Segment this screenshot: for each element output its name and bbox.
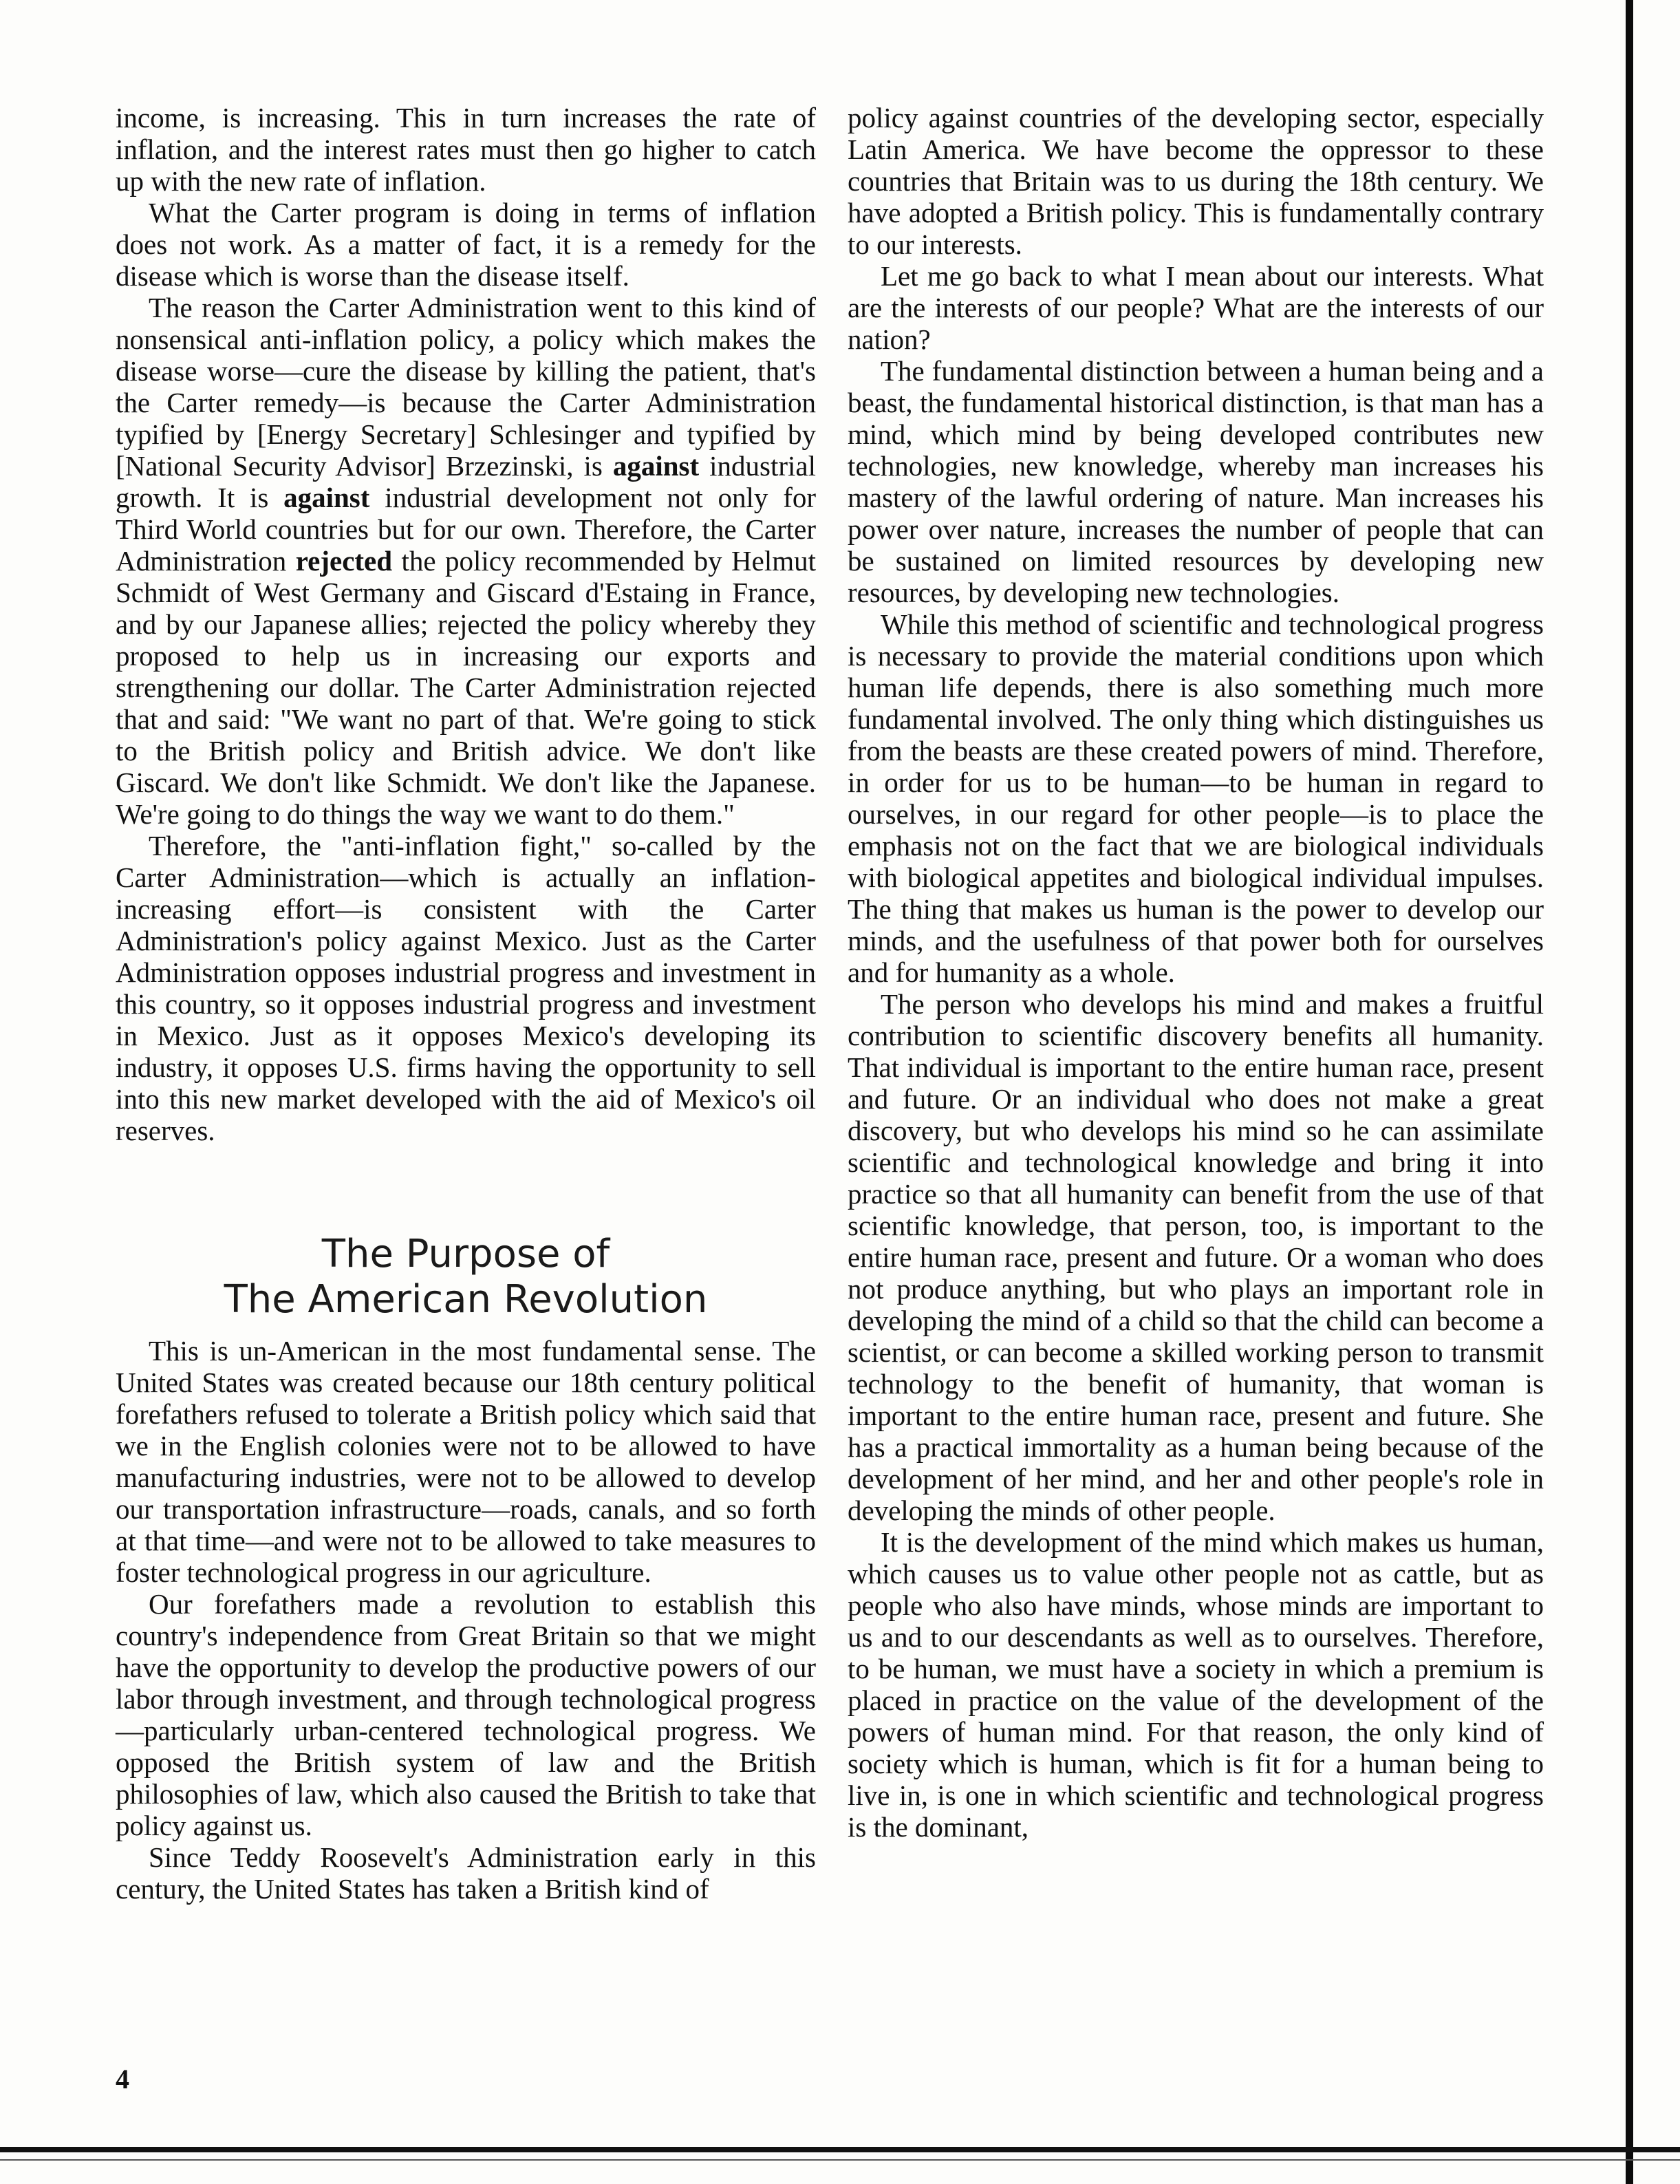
paragraph: Since Teddy Roosevelt's Administration early in this century, the United States has taken a British kind of <box>116 1841 816 1905</box>
emphasis-text: against <box>283 482 370 513</box>
paragraph: While this method of scientific and technological progress is necessary to provide the material conditions upon which human life depends, there is also something much more fundamental involved. The only thing which distinguishes us from the beasts are these created powers of mind. Therefore, in order for us to be human—to be human in regard to ourselves, in our regard for other people—is to place the emphasis not on the fact that we are biological individuals with biological appetites and biological individual impulses. The thing that makes us human is the power to develop our minds, and the usefulness of that power both for ourselves and for humanity as a whole. <box>848 608 1544 988</box>
emphasis-text: rejected <box>295 545 393 577</box>
section-heading-line-1: The Purpose of <box>321 1232 610 1276</box>
paragraph: policy against countries of the developing sector, especially Latin America. We have become the oppressor to these countries that Britain was to us during the 18th century. We have adopted a British policy. This is fundamentally contrary to our interests. <box>848 102 1544 260</box>
paragraph: This is un-American in the most fundamental sense. The United States was created because our 18th century political forefathers refused to tolerate a British policy which said that we in the English colonies were not to be allowed to have manufacturing industries, were not to be allowed to develop our transportation infrastructure—roads, canals, and so forth at that time—and were not to be allowed to take measures to foster technological progress in our agriculture. <box>116 1335 816 1588</box>
paragraph-text: the policy recommended by Helmut Schmidt of West Germany and Giscard d'Estaing in France, and by our Japanese allies; rejected the policy whereby they proposed to help us in increasing our exports and strengthening our dollar. The Carter Administration rejected that and said: "We want no part of that. We're going to stick to the British policy and British advice. We don't like Giscard. We don't like Schmidt. We don't like the Japanese. We're going to do things the way we want to do them." <box>116 545 816 830</box>
paragraph-text: The reason the Carter Administration went to this kind of nonsensical anti-inflation policy, a policy which makes the disease worse—cure the disease by killing the patient, that's the Carter remedy—is because the Carter Administration typified by [Energy Secretary] Schlesinger and typified by [National Security Advisor] Brzezinski, is <box>116 292 816 482</box>
emphasis-text: against <box>612 450 700 482</box>
paragraph: Our forefathers made a revolution to establish this country's independence from Great Britain so that we might have the opportunity to develop the productive powers of our labor through investment, and through technological progress—particularly urban-centered technological progress. We opposed the British system of law and the British philosophies of law, which also caused the British to take that policy against us. <box>116 1588 816 1841</box>
paragraph: What the Carter program is doing in terms of inflation does not work. As a matter of fact, it is a remedy for the disease which is worse than the disease itself. <box>116 197 816 292</box>
bottom-rule-thin <box>0 2159 1680 2161</box>
bottom-rule <box>0 2147 1680 2152</box>
section-heading <box>116 1232 816 1323</box>
paragraph-text: industrial growth. It is <box>116 450 816 513</box>
paragraph-text: industrial development not only for Third World countries but for our own. Therefore, the Carter Administration <box>116 482 816 577</box>
paragraph: The fundamental distinction between a human being and a beast, the fundamental historical distinction, is that man has a mind, which mind by being developed contributes new technologies, new knowledge, whereby man increases his mastery of the lawful ordering of nature. Man increases his power over nature, increases the number of people that can be sustained on limited resources by developing new resources, by developing new technologies. <box>848 355 1544 608</box>
paragraph: It is the development of the mind which makes us human, which causes us to value other people not as cattle, but as people who also have minds, whose minds are important to us and to our descendants as well as to ourselves. Therefore, to be human, we must have a society in which a premium is placed in practice on the value of the development of the powers of human mind. For that reason, the only kind of society which is human, which is fit for a human being to live in, is one in which scientific and technological progress is the dominant, <box>848 1526 1544 1843</box>
paragraph: Therefore, the "anti-inflation fight," so-called by the Carter Administration—which is actually an inflation-increasing effort—is consistent with the Carter Administration's policy against Mexico. Just as the Carter Administration opposes industrial progress and investment in this country, so it opposes industrial progress and investment in Mexico. Just as it opposes Mexico's developing its industry, it opposes U.S. firms having the opportunity to sell into this new market developed with the aid of Mexico's oil reserves. <box>116 830 816 1146</box>
paragraph: Let me go back to what I mean about our interests. What are the interests of our people? What are the interests of our nation? <box>848 260 1544 355</box>
paragraph <box>116 292 816 830</box>
section-heading-line-2: The American Revolution <box>224 1277 708 1322</box>
page-number: 4 <box>116 2064 129 2095</box>
paragraph: income, is increasing. This in turn increases the rate of inflation, and the interest rates must then go higher to catch up with the new rate of inflation. <box>116 102 816 197</box>
right-column <box>848 102 1544 1843</box>
scan-edge-rule <box>1626 0 1633 2184</box>
left-column <box>116 102 816 1905</box>
paragraph: The person who develops his mind and makes a fruitful contribution to scientific discovery benefits all humanity. That individual is important to the entire human race, present and future. Or an individual who does not make a great discovery, but who develops his mind so he can assimilate scientific and technological knowledge and bring it into practice so that all humanity can benefit from the use of that scientific knowledge, that person, too, is important to the entire human race, present and future. Or a woman who does not produce anything, but who plays an important role in developing the mind of a child so that the child can become a scientist, or can become a skilled working person to transmit technology to the benefit of humanity, that woman is important to the entire human race, present and future. She has a practical immortality as a human being because of the development of her mind, and her and other people's role in developing the minds of other people. <box>848 988 1544 1526</box>
